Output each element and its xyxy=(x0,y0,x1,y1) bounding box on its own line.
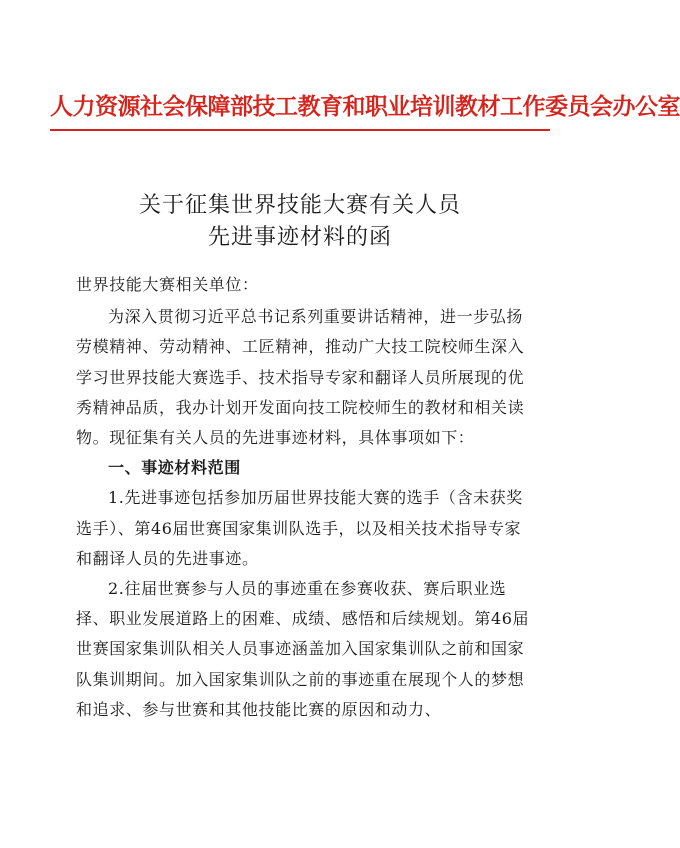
letterhead-red-rule xyxy=(50,129,550,131)
intro-paragraph: 为深入贯彻习近平总书记系列重要讲话精神，进一步弘扬劳模精神、劳动精神、工匠精神，推动广大技工院校师生深入学习世界技能大赛选手、技术指导专家和翻译人员所展现的优秀精神品质，我办计划开发面向技工院校师生的教材和相关读物。现征集有关人员的先进事迹材料，具体事项如下： xyxy=(76,307,525,448)
document-title-line-1: 关于征集世界技能大赛有关人员 xyxy=(138,193,461,218)
document-title-line-2: 先进事迹材料的函 xyxy=(207,225,392,250)
document-body xyxy=(76,270,536,725)
salutation: 世界技能大赛相关单位： xyxy=(76,275,259,294)
letterhead-org: 人力资源社会保障部技工教育和职业培训教材工作委员会办公室 xyxy=(50,93,680,120)
item-paragraph-1: 1.先进事迹包括参加历届世界技能大赛的选手（含未获奖选手）、第46届世赛国家集训队选手，以及相关技术指导专家和翻译人员的先进事迹。 xyxy=(76,488,523,568)
section-heading-1: 一、事迹材料范围 xyxy=(108,458,241,478)
item-paragraph-2: 2.往届世赛参与人员的事迹重在参赛收获、赛后职业选择、职业发展道路上的困难、成绩、感悟和后续规划。第46届世赛国家集训队相关人员事迹涵盖加入国家集训队之前和国家队集训期间。加入国家集训队之前的事迹重在展现个人的梦想和追求、参与世赛和其他技能比赛的原因和动力、 xyxy=(76,579,530,719)
